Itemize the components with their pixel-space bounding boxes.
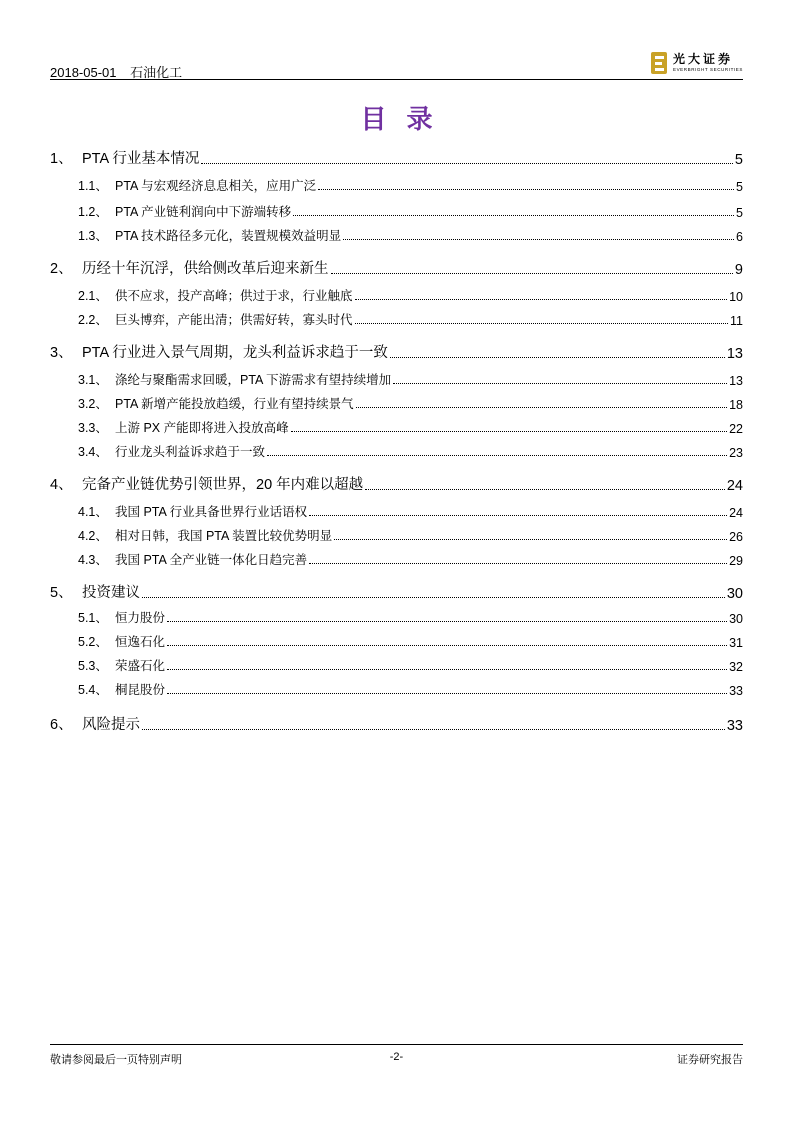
- toc-entry-page: 10: [729, 290, 743, 304]
- page-number: -2-: [389, 1051, 404, 1063]
- toc-entry-title: 历经十年沉浮，供给侧改革后迎来新生: [82, 261, 329, 277]
- toc-entry-title: 恒力股份: [115, 611, 166, 625]
- toc-entry-page: 13: [726, 346, 743, 362]
- toc-entry-number: 5、: [50, 585, 73, 601]
- toc-entry-page: 33: [729, 684, 743, 698]
- toc-entry-chapter[interactable]: [50, 148, 743, 168]
- toc-dot-leader: [356, 407, 727, 408]
- toc-entry-title: PTA 新增产能投放趋缓，行业有望持续景气: [115, 397, 354, 411]
- footer-divider: [50, 1044, 743, 1045]
- toc-entry-title: 风险提示: [82, 717, 140, 733]
- sector-label: 石油化工: [130, 65, 183, 80]
- toc-entry-title: 涤纶与聚酯需求回暖，PTA 下游需求有望持续增加: [115, 373, 392, 387]
- toc-entry-page: 32: [729, 660, 743, 674]
- toc-entry-number: 4.3、: [78, 553, 108, 567]
- toc-entry-section[interactable]: [50, 632, 743, 650]
- toc-entry-page: 11: [730, 314, 743, 328]
- toc-entry-section[interactable]: [50, 418, 743, 436]
- toc-dot-leader: [365, 489, 725, 490]
- toc-entry-number: 4.1、: [78, 505, 108, 519]
- toc-entry-title: 荣盛石化: [115, 659, 166, 673]
- toc-entry-number: 2.2、: [78, 313, 108, 327]
- toc-entry-chapter[interactable]: [50, 258, 743, 278]
- toc-entry-section[interactable]: [50, 310, 743, 328]
- toc-entry-title: PTA 行业基本情况: [82, 151, 200, 167]
- toc-dot-leader: [390, 357, 725, 358]
- page-title: 目录: [360, 105, 453, 135]
- toc-entry-section[interactable]: [50, 608, 743, 626]
- toc-dot-leader: [142, 729, 725, 730]
- toc-entry-section[interactable]: [50, 502, 743, 520]
- toc-entry-section[interactable]: [50, 526, 743, 544]
- toc-entry-title: 上游 PX 产能即将进入投放高峰: [115, 421, 289, 435]
- toc-entry-title: 巨头博弈，产能出清；供需好转，寡头时代: [115, 313, 353, 327]
- toc-entry-title: 完备产业链优势引领世界，20 年内难以超越: [82, 477, 364, 493]
- toc-entry-title: 桐昆股份: [115, 683, 166, 697]
- logo-chinese-name: 光大证券: [672, 52, 733, 66]
- toc-entry-title: 恒逸石化: [115, 635, 166, 649]
- toc-entry-section[interactable]: [50, 202, 743, 220]
- toc-dot-leader: [318, 189, 734, 190]
- company-logo: [651, 50, 743, 76]
- toc-entry-page: 29: [729, 554, 743, 568]
- toc-entry-page: 6: [736, 230, 743, 244]
- toc-dot-leader: [291, 431, 727, 432]
- toc-entry-chapter[interactable]: [50, 582, 743, 602]
- toc-dot-leader: [309, 515, 727, 516]
- toc-entry-title: 投资建议: [82, 585, 140, 601]
- toc-entry-section[interactable]: [50, 286, 743, 304]
- toc-entry-page: 30: [726, 586, 743, 602]
- toc-entry-title: 我国 PTA 全产业链一体化日趋完善: [115, 553, 308, 567]
- toc-entry-title: 相对日韩，我国 PTA 装置比较优势明显: [115, 529, 333, 543]
- toc-dot-leader: [309, 563, 727, 564]
- toc-entry-number: 4.2、: [78, 529, 108, 543]
- toc-entry-section[interactable]: [50, 680, 743, 698]
- toc-entry-page: 9: [734, 262, 743, 278]
- logo-english-name: EVERBRIGHT SECURITIES: [672, 67, 743, 72]
- toc-dot-leader: [167, 693, 727, 694]
- toc-dot-leader: [201, 163, 733, 164]
- footer-disclaimer: 敬请参阅最后一页特别声明: [50, 1054, 182, 1066]
- toc-entry-title: 供不应求，投产高峰；供过于求，行业触底: [115, 289, 353, 303]
- toc-entry-section[interactable]: [50, 370, 743, 388]
- toc-entry-number: 3.4、: [78, 445, 108, 459]
- toc-entry-page: 5: [734, 152, 743, 168]
- toc-dot-leader: [393, 383, 727, 384]
- toc-entry-section[interactable]: [50, 226, 743, 244]
- toc-entry-number: 3.3、: [78, 421, 108, 435]
- toc-entry-chapter[interactable]: [50, 474, 743, 494]
- toc-entry-page: 5: [736, 206, 743, 220]
- toc-entry-page: 31: [729, 636, 743, 650]
- toc-entry-number: 5.3、: [78, 659, 108, 673]
- report-date: 2018-05-01: [50, 65, 117, 80]
- toc-entry-number: 3.2、: [78, 397, 108, 411]
- toc-entry-page: 18: [729, 398, 743, 412]
- toc-entry-number: 2.1、: [78, 289, 108, 303]
- toc-entry-section[interactable]: [50, 394, 743, 412]
- toc-entry-number: 4、: [50, 477, 73, 493]
- toc-dot-leader: [267, 455, 727, 456]
- toc-entry-section[interactable]: [50, 176, 743, 194]
- toc-entry-number: 5.1、: [78, 611, 108, 625]
- page-header: [50, 50, 743, 80]
- toc-entry-page: 23: [729, 446, 743, 460]
- logo-text: [673, 53, 743, 73]
- toc-dot-leader: [355, 299, 728, 300]
- toc-dot-leader: [142, 597, 725, 598]
- toc-entry-page: 22: [729, 422, 743, 436]
- toc-dot-leader: [355, 323, 729, 324]
- toc-entry-page: 30: [729, 612, 743, 626]
- toc-dot-leader: [334, 539, 727, 540]
- toc-entry-page: 24: [726, 478, 743, 494]
- toc-entry-section[interactable]: [50, 442, 743, 460]
- toc-dot-leader: [167, 669, 727, 670]
- toc-entry-number: 3、: [50, 345, 73, 361]
- toc-entry-number: 2、: [50, 261, 73, 277]
- toc-entry-number: 3.1、: [78, 373, 108, 387]
- toc-entry-chapter[interactable]: [50, 342, 743, 362]
- toc-dot-leader: [343, 239, 734, 240]
- toc-entry-page: 24: [729, 506, 743, 520]
- toc-dot-leader: [167, 621, 727, 622]
- toc-entry-page: 33: [726, 718, 743, 734]
- toc-entry-section[interactable]: [50, 550, 743, 568]
- toc-entry-page: 5: [736, 180, 743, 194]
- header-divider: [50, 79, 743, 80]
- toc-entry-number: 5.2、: [78, 635, 108, 649]
- toc-entry-section[interactable]: [50, 656, 743, 674]
- toc-entry-title: PTA 行业进入景气周期，龙头利益诉求趋于一致: [82, 345, 388, 361]
- toc-entry-page: 26: [729, 530, 743, 544]
- toc-entry-chapter[interactable]: [50, 714, 743, 734]
- footer-report-type: 证券研究报告: [677, 1054, 743, 1066]
- toc-dot-leader: [331, 273, 733, 274]
- toc-entry-page: 13: [729, 374, 743, 388]
- toc-entry-number: 5.4、: [78, 683, 108, 697]
- everbright-logo-icon: [651, 52, 667, 74]
- toc-entry-number: 1、: [50, 151, 73, 167]
- toc-entry-title: PTA 产业链利润向中下游端转移: [115, 205, 292, 219]
- toc-entry-number: 6、: [50, 717, 73, 733]
- toc-entry-number: 1.3、: [78, 229, 108, 243]
- toc-entry-title: 行业龙头利益诉求趋于一致: [115, 445, 266, 459]
- toc-entry-number: 1.2、: [78, 205, 108, 219]
- toc-entry-title: PTA 与宏观经济息息相关，应用广泛: [115, 179, 317, 193]
- toc-entry-title: PTA 技术路径多元化，装置规模效益明显: [115, 229, 342, 243]
- toc-dot-leader: [293, 215, 734, 216]
- toc-entry-title: 我国 PTA 行业具备世界行业话语权: [115, 505, 308, 519]
- toc-dot-leader: [167, 645, 727, 646]
- toc-entry-number: 1.1、: [78, 179, 108, 193]
